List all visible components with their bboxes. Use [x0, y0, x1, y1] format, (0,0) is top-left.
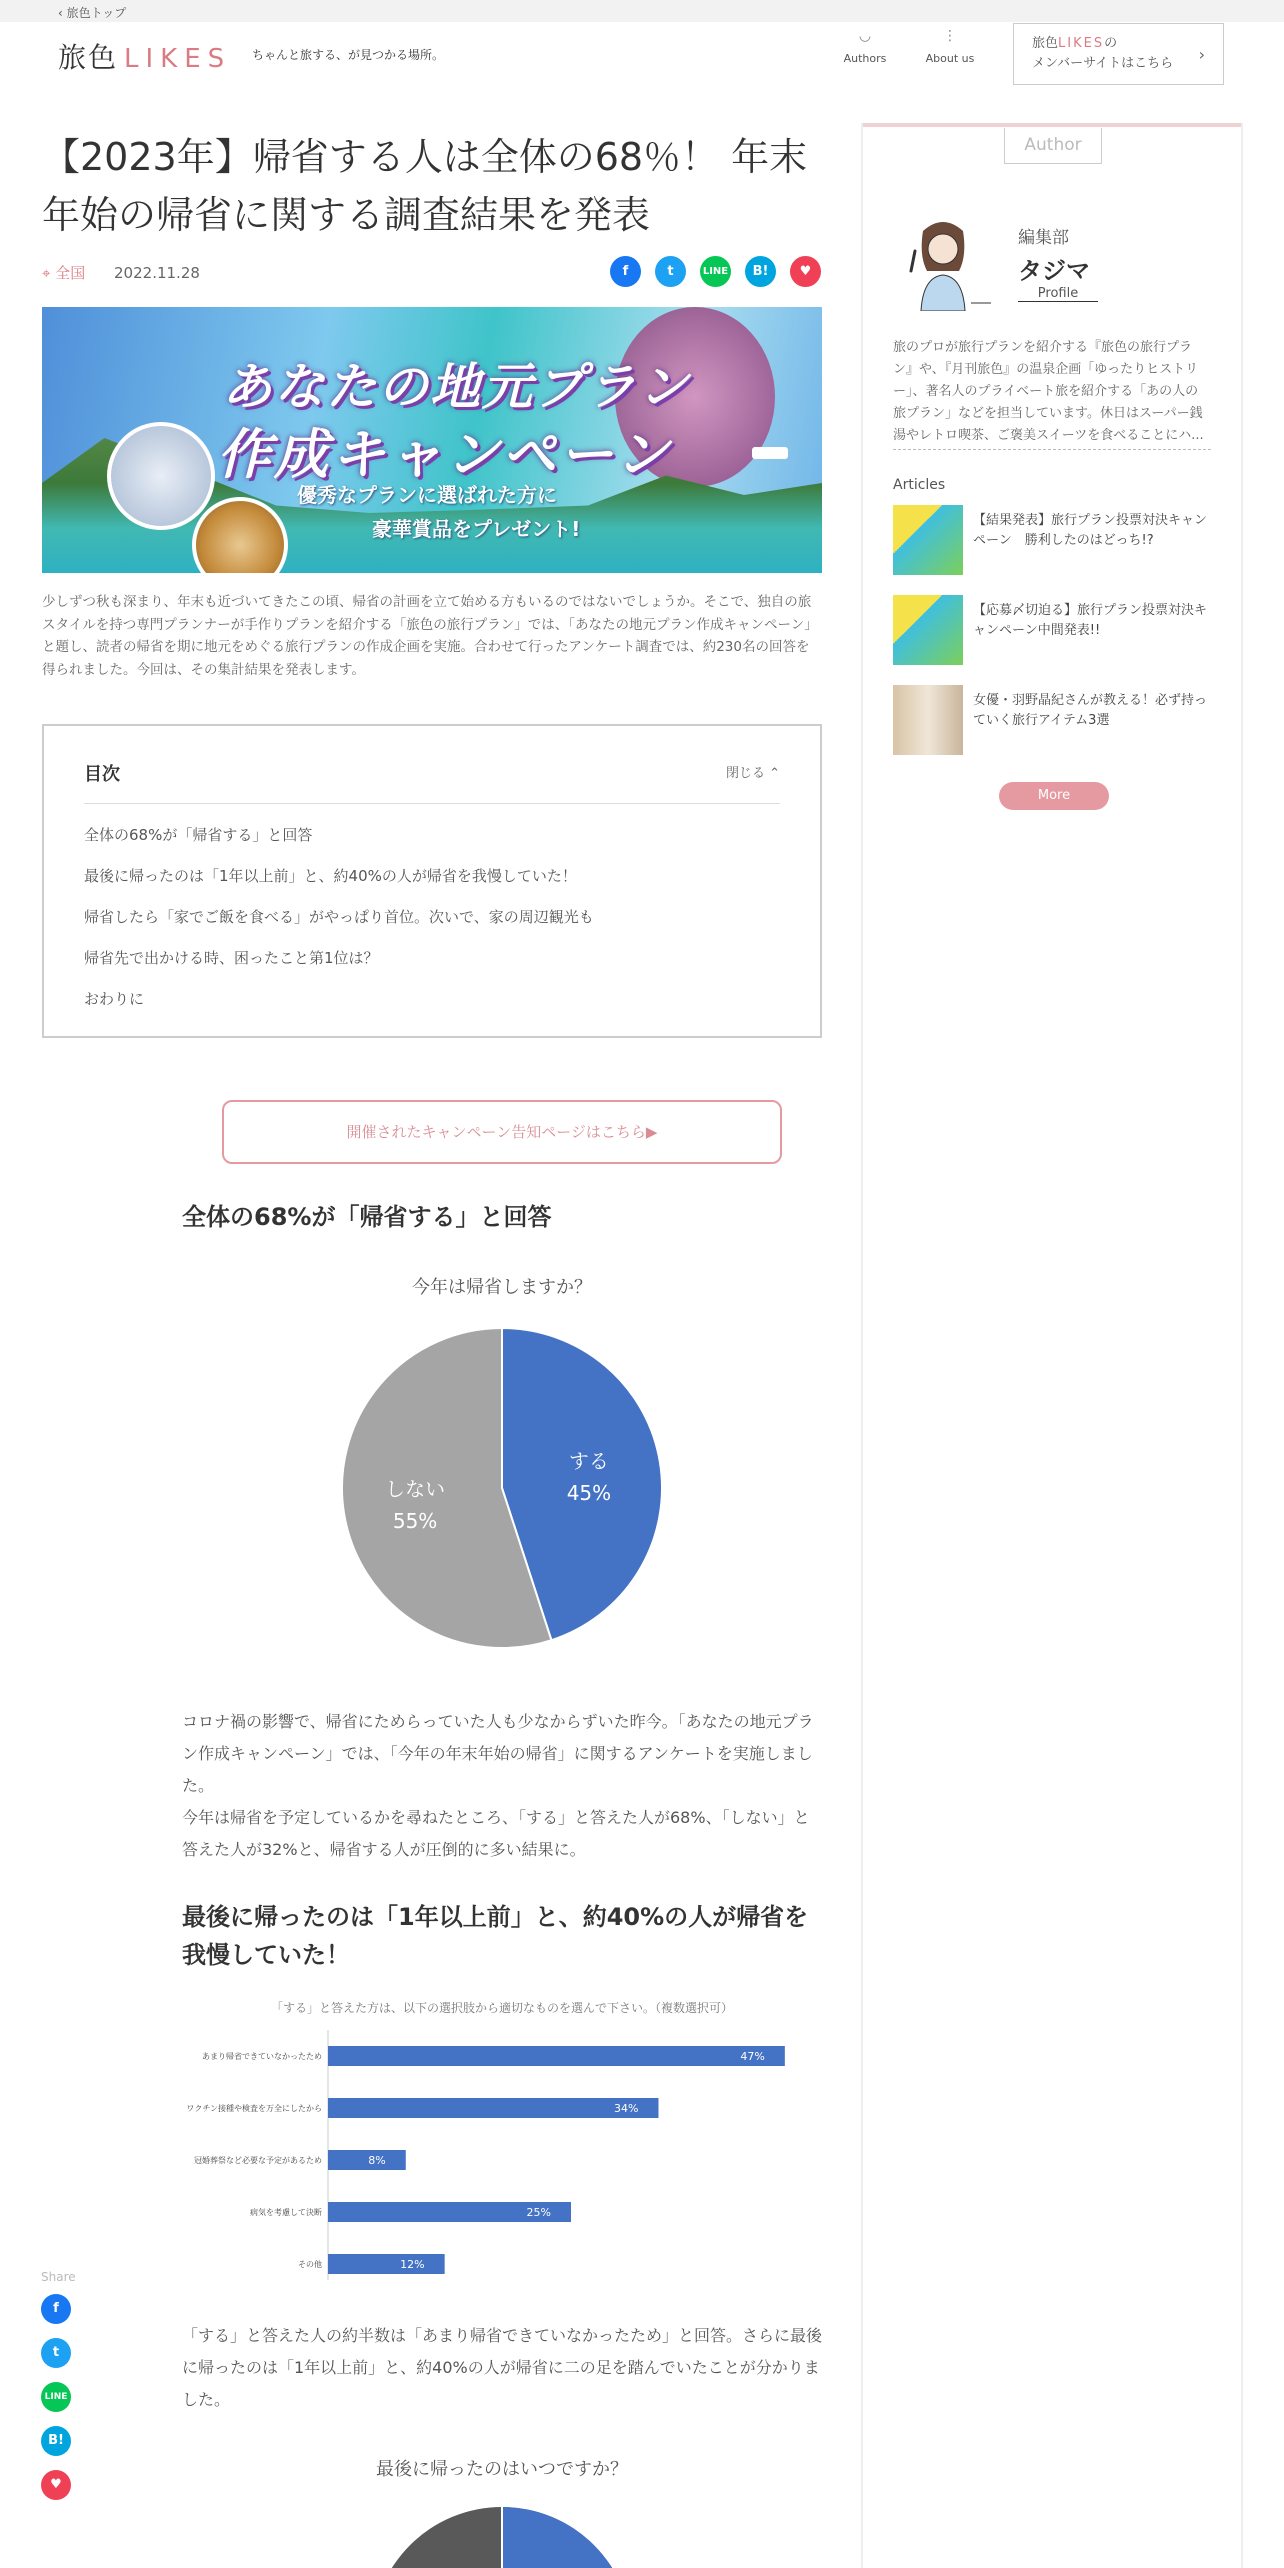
snow-tree-photo: [107, 422, 215, 530]
site-tagline: ちゃんと旅する、が見つかる場所。: [252, 48, 445, 62]
line-icon[interactable]: LINE: [700, 256, 731, 287]
author-avatar[interactable]: [893, 211, 993, 311]
toc-divider: [84, 803, 780, 804]
toc-item[interactable]: おわりに: [84, 990, 145, 1008]
toc-close-button[interactable]: 閉じる ⌃: [725, 766, 780, 781]
section1-body2: 今年は帰省を予定しているかを尋ねたところ、「する」と答えた人が68%、「しない」と答えた人が32%と、帰省する人が圧倒的に多い結果に。: [182, 1808, 810, 1859]
author-tag: Author: [1004, 128, 1102, 164]
campaign-page-link-button[interactable]: 開催されたキャンペーン告知ページはこちら▶: [222, 1100, 782, 1164]
section1-body1: コロナ禍の影響で、帰省にためらっていた人も少なからずいた昨今。「あなたの地元プラン作成キャンペーン」では、「今年の年末年始の帰省」に関するアンケートを実施しました。: [182, 1712, 814, 1795]
pie-chart-homecoming: [332, 1318, 672, 1658]
article-card[interactable]: [893, 505, 1213, 575]
article-card-title: 【応募〆切迫る】旅行プラン投票対決キャンペーン中間発表!!: [973, 603, 1208, 638]
section2-heading: 最後に帰ったのは「1年以上前」と、約40%の人が帰省を我慢していた！: [182, 1903, 809, 1969]
floating-share-bar: [41, 2270, 76, 2514]
line-icon[interactable]: LINE: [41, 2382, 71, 2412]
pie-slice: [502, 2507, 632, 2568]
article-thumbnail: [893, 505, 963, 575]
bar: [328, 2098, 658, 2118]
bar-chart-reasons: [182, 2030, 822, 2290]
nav-about-us[interactable]: [895, 28, 1005, 65]
author-sidebar: [861, 123, 1243, 2568]
info-icon: ⋮: [943, 28, 957, 44]
logo-jp: 旅色: [58, 41, 119, 74]
article-thumbnail: [893, 685, 963, 755]
articles-label: Articles: [893, 477, 946, 493]
facebook-icon[interactable]: f: [41, 2294, 71, 2324]
pie-chart-last-visit-partial: [370, 2505, 634, 2568]
chart1-title: 今年は帰省しますか？: [412, 1277, 592, 1298]
bar-category-label: あまり帰省できていなかったため: [202, 2052, 322, 2061]
hero-line4: 豪華賞品をプレゼント!: [372, 517, 581, 541]
publish-date: 2022.11.28: [114, 264, 200, 282]
nav-authors-label: Authors: [843, 52, 887, 65]
nav-about-label: About us: [925, 52, 975, 65]
site-header: [0, 22, 1284, 108]
bar-value-label: 12%: [400, 2258, 425, 2271]
more-articles-button[interactable]: More: [999, 782, 1109, 810]
bar: [328, 2254, 445, 2274]
article-card-title: 女優・羽野晶紀さんが教える！必ず持っていく旅行アイテム3選: [973, 693, 1208, 728]
toc-title: 目次: [84, 764, 120, 785]
article-card-title: 【結果発表】旅行プラン投票対決キャンペーン 勝利したのはどっち!?: [973, 513, 1208, 548]
chart2-title: 「する」と答えた方は、以下の選択肢から適切なものを選んで下さい。（複数選択可）: [270, 2001, 733, 2015]
hero-line2: 作成キャンペーン: [217, 423, 672, 486]
table-of-contents: [42, 724, 822, 1038]
bar-category-label: その他: [298, 2260, 322, 2269]
user-icon: ◡: [858, 28, 872, 44]
hatena-icon[interactable]: B!: [41, 2426, 71, 2456]
pocket-icon[interactable]: ♥: [41, 2470, 71, 2500]
location-label: 全国: [55, 264, 86, 282]
bar-category-label: 病気を考慮して決断: [250, 2208, 322, 2217]
intro-paragraph: 少しずつ秋も深まり、年末も近づいてきたこの頃、帰省の計画を立て始める方もいるのではないでしょうか。そこで、独自の旅スタイルを持つ専門プランナーが手作りプランを紹介する「旅色の旅行プラン」では、「あなたの地元プラン作成キャンペーン」と題し、読者の帰省を期に地元をめぐる旅行プランの作成企画を実施。合わせて行ったアンケート調査では、約230名の回答を得られました。今回は、その集計結果を発表します。: [42, 594, 818, 678]
site-logo[interactable]: [58, 36, 231, 76]
toc-item[interactable]: 最後に帰ったのは「1年以上前」と、約40%の人が帰省を我慢していた！: [84, 867, 577, 885]
hero-line1: あなたの地元プラン: [222, 358, 690, 416]
section1-heading: 全体の68%が「帰省する」と回答: [182, 1203, 552, 1231]
back-to-top-link[interactable]: ‹ 旅色トップ: [58, 6, 127, 20]
campaign-hero-banner[interactable]: [42, 307, 822, 573]
article-card[interactable]: [893, 685, 1213, 755]
author-role: 編集部: [1018, 228, 1069, 248]
author-bio: 旅のプロが旅行プランを紹介する『旅色の旅行プラン』や、『月刊旅色』の温泉企画「ゆったりヒストリー」、著名人のプライベート旅を紹介する「あの人の旅プラン」などを担当しています。休日はスーパー銭湯やレトロ喫茶、ご褒美スイーツを食べることにハ...: [893, 340, 1204, 443]
bar: [328, 2046, 785, 2066]
member-brand: LIKES: [1058, 36, 1105, 51]
twitter-icon[interactable]: t: [41, 2338, 71, 2368]
profile-link[interactable]: Profile: [1018, 286, 1098, 302]
member-label: メンバーサイトはこちら: [1032, 56, 1174, 71]
bar-category-label: ワクチン接種や検査を万全にしたから: [186, 2104, 322, 2113]
chevron-right-icon: ›: [1198, 45, 1205, 64]
pie-value-label: 55%: [392, 1508, 438, 1533]
article-title: 【2023年】帰省する人は全体の68％！ 年末年始の帰省に関する調査結果を発表: [42, 135, 808, 237]
hatena-icon[interactable]: B!: [745, 256, 776, 287]
chart3-title: 最後に帰ったのはいつですか？: [376, 2459, 628, 2480]
member-site-button[interactable]: [1013, 23, 1224, 85]
pie-value-label: 45%: [566, 1481, 612, 1506]
toc-item[interactable]: 帰省したら「家でご飯を食べる」がやっぱり首位。次いで、家の周辺観光も: [84, 908, 594, 926]
article-thumbnail: [893, 595, 963, 665]
toc-item[interactable]: 全体の68%が「帰省する」と回答: [84, 826, 313, 844]
pocket-icon[interactable]: ♥: [790, 256, 821, 287]
share-buttons: [610, 256, 822, 288]
logo-en: LIKES: [124, 44, 232, 74]
pie-category-label: しない: [385, 1476, 446, 1501]
location-tag[interactable]: ⌖ 全国: [42, 264, 86, 282]
boat-photo: [752, 447, 788, 459]
bar-value-label: 47%: [740, 2050, 765, 2063]
facebook-icon[interactable]: f: [610, 256, 641, 287]
bar-category-label: 冠婚葬祭など必要な予定があるため: [194, 2156, 322, 2165]
member-suffix: の: [1104, 36, 1118, 51]
bar-value-label: 8%: [368, 2154, 386, 2167]
top-bar: [0, 0, 1284, 22]
toc-item[interactable]: 帰省先で出かける時、困ったこと第1位は？: [84, 949, 379, 967]
bar: [328, 2150, 406, 2170]
share-label: Share: [41, 2270, 76, 2284]
article-card[interactable]: [893, 595, 1213, 665]
article-main: [42, 128, 822, 244]
sidebar-accent: [863, 123, 1241, 127]
author-name: タジマ: [1018, 257, 1090, 285]
bar-value-label: 34%: [614, 2102, 639, 2115]
section2-body: 「する」と答えた人の約半数は「あまり帰省できていなかったため」と回答。さらに最後に帰ったのは「1年以上前」と、約40%の人が帰省に二の足を踏んでいたことが分かりました。: [182, 2326, 823, 2409]
bar-value-label: 25%: [526, 2206, 551, 2219]
sidebar-divider: [893, 449, 1211, 450]
article-meta: [42, 262, 200, 283]
member-prefix: 旅色: [1032, 36, 1059, 51]
hero-line3: 優秀なプランに選ばれた方に: [297, 483, 557, 507]
twitter-icon[interactable]: t: [655, 256, 686, 287]
pie-category-label: する: [568, 1449, 609, 1474]
